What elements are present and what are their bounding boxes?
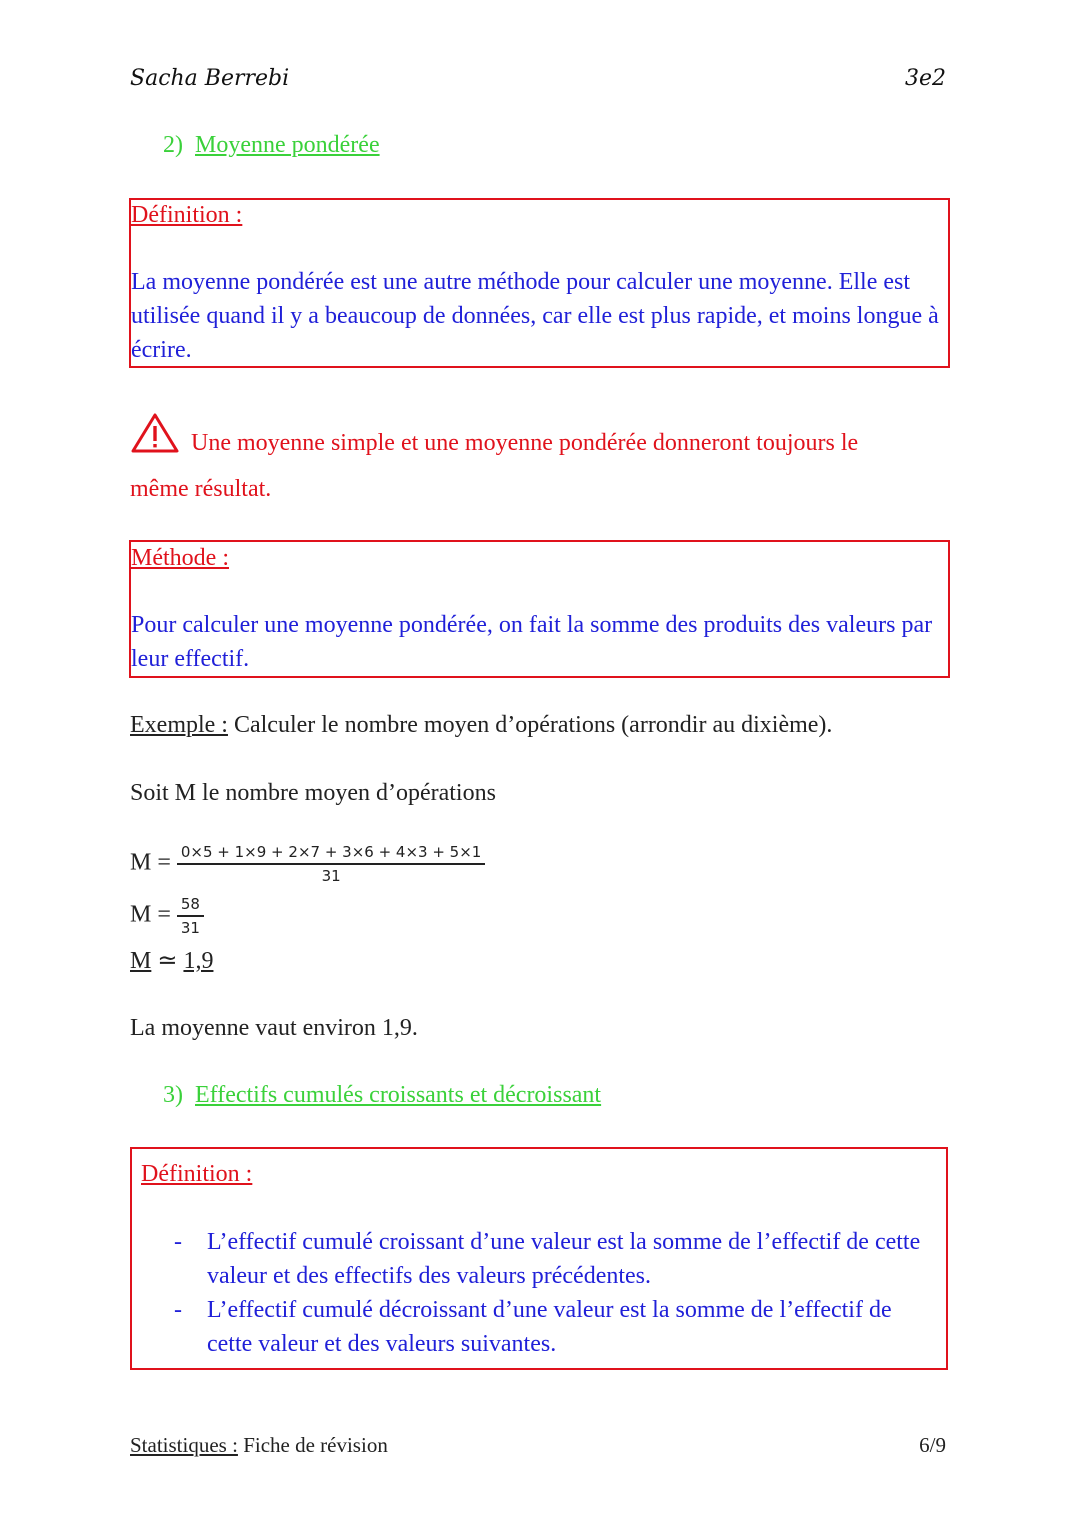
footer-title: Statistiques : Fiche de révision <box>130 1433 388 1457</box>
list-item: - L’effectif cumulé croissant d’une valeur est la somme de l’effectif de cette valeur et des effectifs des valeurs précédentes. <box>132 1225 937 1293</box>
list-item: - L’effectif cumulé décroissant d’une valeur est la somme de l’effectif de cette valeur et des valeurs suivantes. <box>132 1293 937 1361</box>
definition-box <box>129 198 950 368</box>
equation-3: M ≃ 1,9 <box>130 948 214 974</box>
equation-2: M = $\frac{58}{31}$ <box>130 895 204 937</box>
author-name: Sacha Berrebi <box>130 66 290 91</box>
definition-list <box>132 1225 937 1361</box>
warning-text-cont: même résultat. <box>130 476 272 502</box>
section-heading-2: 2) Moyenne pondérée <box>163 132 380 158</box>
equation-1: M = $\frac{0\times 5 + 1\times 9 + 2\times 7 + 3\times 6 + 4\times 3 + 5\times 1}{31}$ <box>130 843 485 885</box>
definition-label: Définition : <box>131 202 243 228</box>
definition-label: Définition : <box>141 1161 253 1187</box>
method-box <box>129 540 950 678</box>
page-number: 6/9 <box>919 1433 946 1457</box>
definition-text: La moyenne pondérée est une autre méthode pour calculer une moyenne. Elle est utilisée quand il y a beaucoup de données, car elle est plus rapide, et moins longue à écrire. <box>131 269 939 363</box>
example-intro: Soit M le nombre moyen d’opérations <box>130 780 496 806</box>
example-line: Exemple : Calculer le nombre moyen d’opérations (arrondir au dixième). <box>130 712 833 738</box>
section-heading-3: 3) Effectifs cumulés croissants et décroissant <box>163 1082 602 1108</box>
warning-text: Une moyenne simple et une moyenne pondérée donneront toujours le <box>191 430 859 456</box>
definition-box-2 <box>130 1147 948 1370</box>
method-label: Méthode : <box>131 545 229 571</box>
class-label: 3e2 <box>904 66 946 91</box>
example-conclusion: La moyenne vaut environ 1,9. <box>130 1015 418 1041</box>
warning-triangle-icon <box>130 412 180 461</box>
method-text: Pour calculer une moyenne pondérée, on fait la somme des produits des valeurs par leur effectif. <box>131 612 933 672</box>
